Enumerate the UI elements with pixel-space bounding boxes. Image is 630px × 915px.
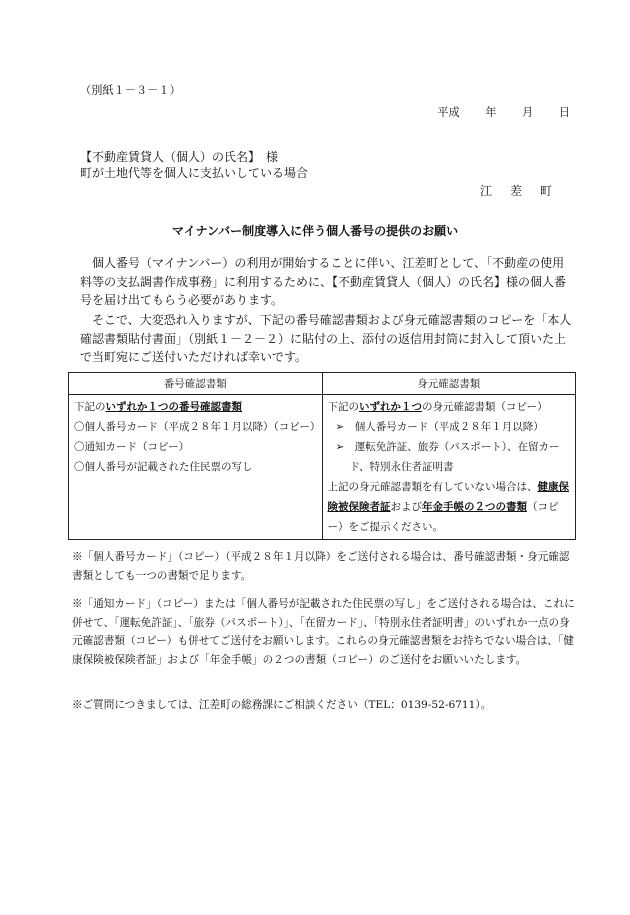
identity-docs-intro bbox=[328, 397, 571, 417]
note-3: ※ご質問につきましては、江差町の総務課にご相談ください（TEL：0139-52-6711）。 bbox=[72, 699, 492, 711]
number-docs-cell bbox=[69, 395, 323, 540]
body-paragraph-1: 個人番号（マイナンバー）の利用が開始することに伴い、江差町として、「不動産の使用料等の支払調書作成事務」に利用するために、【不動産賃貸人（個人）の氏名】様の個人番号を届け出てもらう必要があります。 bbox=[80, 256, 567, 307]
condition-line: 町が土地代等を個人に支払いしている場合 bbox=[80, 166, 309, 180]
fallback-pension-book: 年金手帳 bbox=[422, 501, 464, 513]
identity-docs-intro-post: の身元確認書類（コピー） bbox=[422, 401, 548, 413]
number-doc-item: 〇個人番号カード（平成２８年１月以降）（コピー） bbox=[74, 421, 321, 433]
recipient-line: 【不動産賃貸人（個人）の氏名】 様 bbox=[80, 150, 279, 164]
note-2: ※「通知カード」（コピー）または「個人番号が記載された住民票の写し」をご送付される場合は、これに併せて、「運転免許証」、「旅券（パスポート）」、「在留カード」、「特別永住者証明書」のいずれか一点の身元確認書類（コピー）も併せてご送付をお願いします。これらの身元確認書類をお持ちでない場合は、「健康保険被保険者証」および「年金手帳」の２つの書類（コピー）のご送付をお願いいたします。 bbox=[72, 598, 575, 666]
date-era: 平成 bbox=[437, 106, 460, 119]
number-docs-header: 番号確認書類 bbox=[69, 373, 323, 395]
identity-docs-header: 身元確認書類 bbox=[322, 373, 576, 395]
documents-table bbox=[68, 372, 576, 540]
annex-label: （別紙１－３－１） bbox=[80, 84, 181, 97]
fallback-post: （コピー）をご提示ください。 bbox=[327, 501, 559, 533]
date-line bbox=[437, 104, 570, 120]
identity-doc-item: ➢ 運転免許証、旅券（パスポート）、在留カード、特別永住者証明書 bbox=[335, 441, 560, 473]
fallback-mid: および bbox=[390, 501, 422, 513]
identity-docs-fallback bbox=[328, 477, 571, 537]
number-doc-item: 〇通知カード（コピー） bbox=[74, 441, 190, 453]
note-1: ※「個人番号カード」（コピー）（平成２８年１月以降）をご送付される場合は、番号確認書類・身元確認書類としても一つの書類で足ります。 bbox=[72, 551, 570, 582]
identity-docs-cell bbox=[322, 395, 576, 540]
identity-docs-intro-pre: 下記の bbox=[327, 401, 359, 413]
number-docs-intro bbox=[74, 397, 317, 417]
date-day: 日 bbox=[558, 106, 570, 119]
fallback-two-docs: の２つの書類 bbox=[464, 501, 527, 513]
number-doc-item: 〇個人番号が記載された住民票の写し bbox=[74, 461, 253, 473]
date-month: 月 bbox=[522, 106, 534, 119]
number-docs-intro-pre: 下記の bbox=[74, 401, 106, 413]
identity-docs-intro-emphasis: いずれか１つ bbox=[359, 401, 422, 413]
body-paragraph-2: そこで、大変恐れ入りますが、下記の番号確認書類および身元確認書類のコピーを「本人確認書類貼付書面」（別紙１－２－２）に貼付の上、添付の返信用封筒に封入して頂いた上で当町宛にご送付いただければ幸いです。 bbox=[80, 313, 572, 364]
number-docs-intro-emphasis: いずれか１つの番号確認書類 bbox=[105, 401, 242, 413]
date-year: 年 bbox=[485, 106, 497, 119]
document-title: マイナンバー制度導入に伴う個人番号の提供のお願い bbox=[171, 224, 459, 238]
identity-doc-item: ➢ 個人番号カード（平成２８年１月以降） bbox=[335, 421, 544, 433]
fallback-pre: 上記の身元確認書類を有していない場合は、 bbox=[327, 481, 538, 493]
sender-name: 江差町 bbox=[479, 184, 570, 198]
fallback-health-insurance: 健康保険被保険者証 bbox=[327, 481, 569, 513]
